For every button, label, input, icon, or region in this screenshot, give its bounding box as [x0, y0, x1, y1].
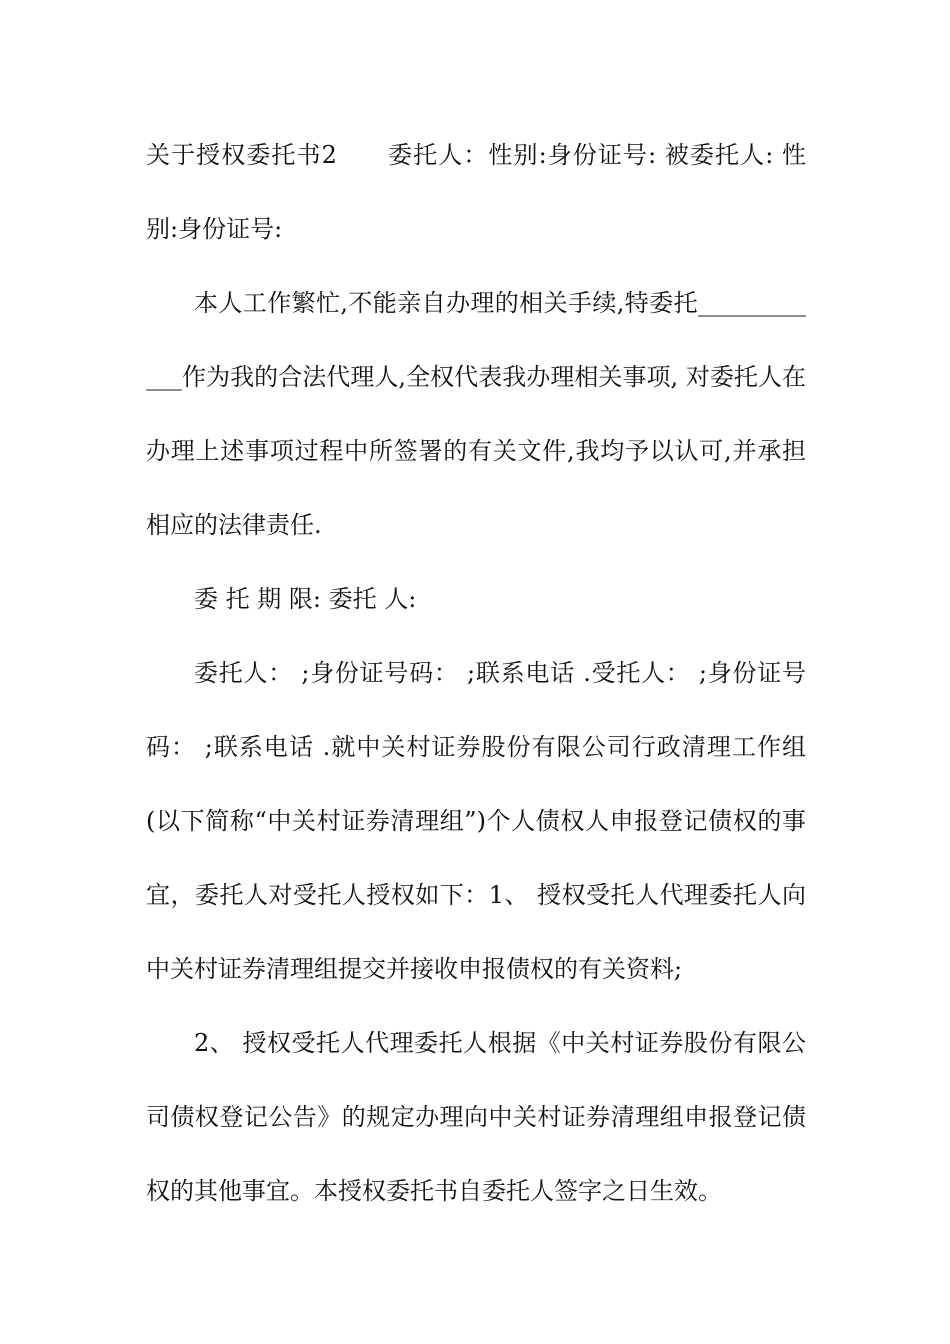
- paragraph-delegation-statement: 本人工作繁忙,不能亲自办理的相关手续,特委托____________作为我的合法代理人,全权代表我办理相关事项, 对委托人在办理上述事项过程中所签署的有关文件,我均予以认可,并承担相应的法律责任.: [146, 289, 806, 539]
- paragraph-heading-parties: 关于授权委托书2 委托人：性别:身份证号: 被委托人: 性别:身份证号:: [146, 141, 806, 243]
- paragraph-authorization-item-2: 2、 授权受托人代理委托人根据《中关村证券股份有限公司债权登记公告》的规定办理向中关村证券清理组申报登记债权的其他事宜。本授权委托书自委托人签字之日生效。: [146, 1029, 806, 1205]
- paragraph-authorization-item-1: 委托人： ;身份证号码： ;联系电话 .受托人： ;身份证号码： ;联系电话 .就中关村证券股份有限公司行政清理工作组(以下简称“中关村证券清理组”)个人债权人申报登记债权的事宜，委托人对受托人授权如下：1、 授权受托人代理委托人向中关村证券清理组提交并接收申报债权的有关资料;: [146, 659, 806, 983]
- document-body: [146, 118, 806, 1228]
- paragraph-delegation-period: 委 托 期 限: 委托 人:: [194, 585, 417, 613]
